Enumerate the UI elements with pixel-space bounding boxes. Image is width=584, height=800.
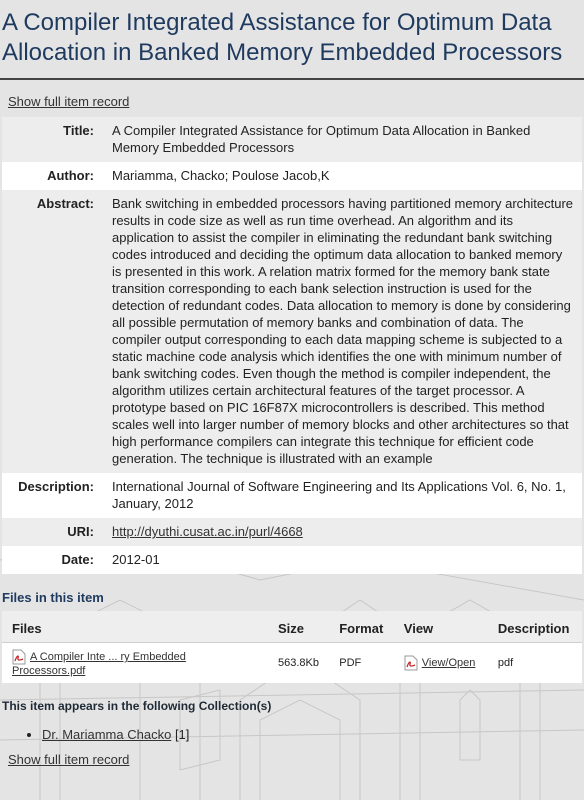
- column-header-view: View: [394, 611, 488, 643]
- pdf-icon: [404, 655, 418, 671]
- metadata-value-description: International Journal of Software Engineering and Its Applications Vol. 6, No. 1, January, 2012: [112, 473, 582, 518]
- pdf-icon: [12, 649, 26, 665]
- metadata-value-abstract: Bank switching in embedded processors having partitioned memory architecture results in code size as well as run time overhead. An algorithm and its application to assist the compiler in eliminating the redundant bank switching codes introduced and deciding the optimum data allocation to banked memory is presented in this work. A relation matrix formed for the memory bank state transition corresponding to each bank selection instruction is used for the detection of redundant codes. Data allocation to memory is done by considering all possible permutation of memory banks and combination of data. The compiler output corresponding to each data mapping scheme is subjected to a static machine code analysis which identifies the one with minimum number of bank switching codes. Even though the method is compiler independent, the algorithm utilizes certain architectural features of the target processor. A prototype based on PIC 16F87X microcontrollers is described. This method scales well into larger number of memory blocks and other architectures so that high performance compilers can integrate this technique for efficient code generation. The technique is illustrated with an example: [112, 190, 582, 473]
- metadata-value-date: 2012-01: [112, 546, 582, 574]
- metadata-label: Abstract:: [2, 190, 112, 473]
- metadata-value-title: A Compiler Integrated Assistance for Optimum Data Allocation in Banked Memory Embedded Processors: [112, 117, 582, 162]
- uri-link[interactable]: http://dyuthi.cusat.ac.in/purl/4668: [112, 524, 303, 539]
- file-size: 563.8Kb: [268, 643, 329, 684]
- file-row: [2, 643, 582, 684]
- metadata-row-date: [2, 546, 582, 574]
- collection-item: [42, 727, 584, 742]
- metadata-label: Date:: [2, 546, 112, 574]
- metadata-row-description: [2, 473, 582, 518]
- collection-count: [1]: [174, 727, 190, 742]
- column-header-files: Files: [2, 611, 268, 643]
- metadata-label: Title:: [2, 117, 112, 162]
- metadata-row-title: [2, 117, 582, 162]
- column-header-format: Format: [329, 611, 394, 643]
- item-metadata-table: [2, 117, 582, 574]
- file-description: pdf: [488, 643, 582, 684]
- files-table: [2, 611, 582, 683]
- show-full-record-link-bottom[interactable]: Show full item record: [8, 752, 130, 767]
- metadata-value-author: Mariamma, Chacko; Poulose Jacob,K: [112, 162, 582, 190]
- collections-heading: This item appears in the following Collection(s): [2, 699, 272, 713]
- page-title: A Compiler Integrated Assistance for Optimum Data Allocation in Banked Memory Embedded Processors: [0, 0, 584, 80]
- column-header-size: Size: [268, 611, 329, 643]
- collections-list: [0, 727, 584, 742]
- files-table-header: [2, 611, 582, 643]
- collection-link[interactable]: Dr. Mariamma Chacko: [42, 727, 172, 742]
- files-section-heading: Files in this item: [2, 590, 104, 605]
- file-format: PDF: [329, 643, 394, 684]
- metadata-row-author: [2, 162, 582, 190]
- show-full-record-link[interactable]: Show full item record: [8, 94, 130, 109]
- column-header-description: Description: [488, 611, 582, 643]
- metadata-row-uri: [2, 518, 582, 546]
- view-open-link[interactable]: View/Open: [421, 656, 476, 669]
- metadata-label: Author:: [2, 162, 112, 190]
- file-name-link[interactable]: A Compiler Inte ... ry Embedded Processors.pdf: [12, 650, 186, 677]
- metadata-row-abstract: [2, 190, 582, 473]
- metadata-label: Description:: [2, 473, 112, 518]
- metadata-label: URI:: [2, 518, 112, 546]
